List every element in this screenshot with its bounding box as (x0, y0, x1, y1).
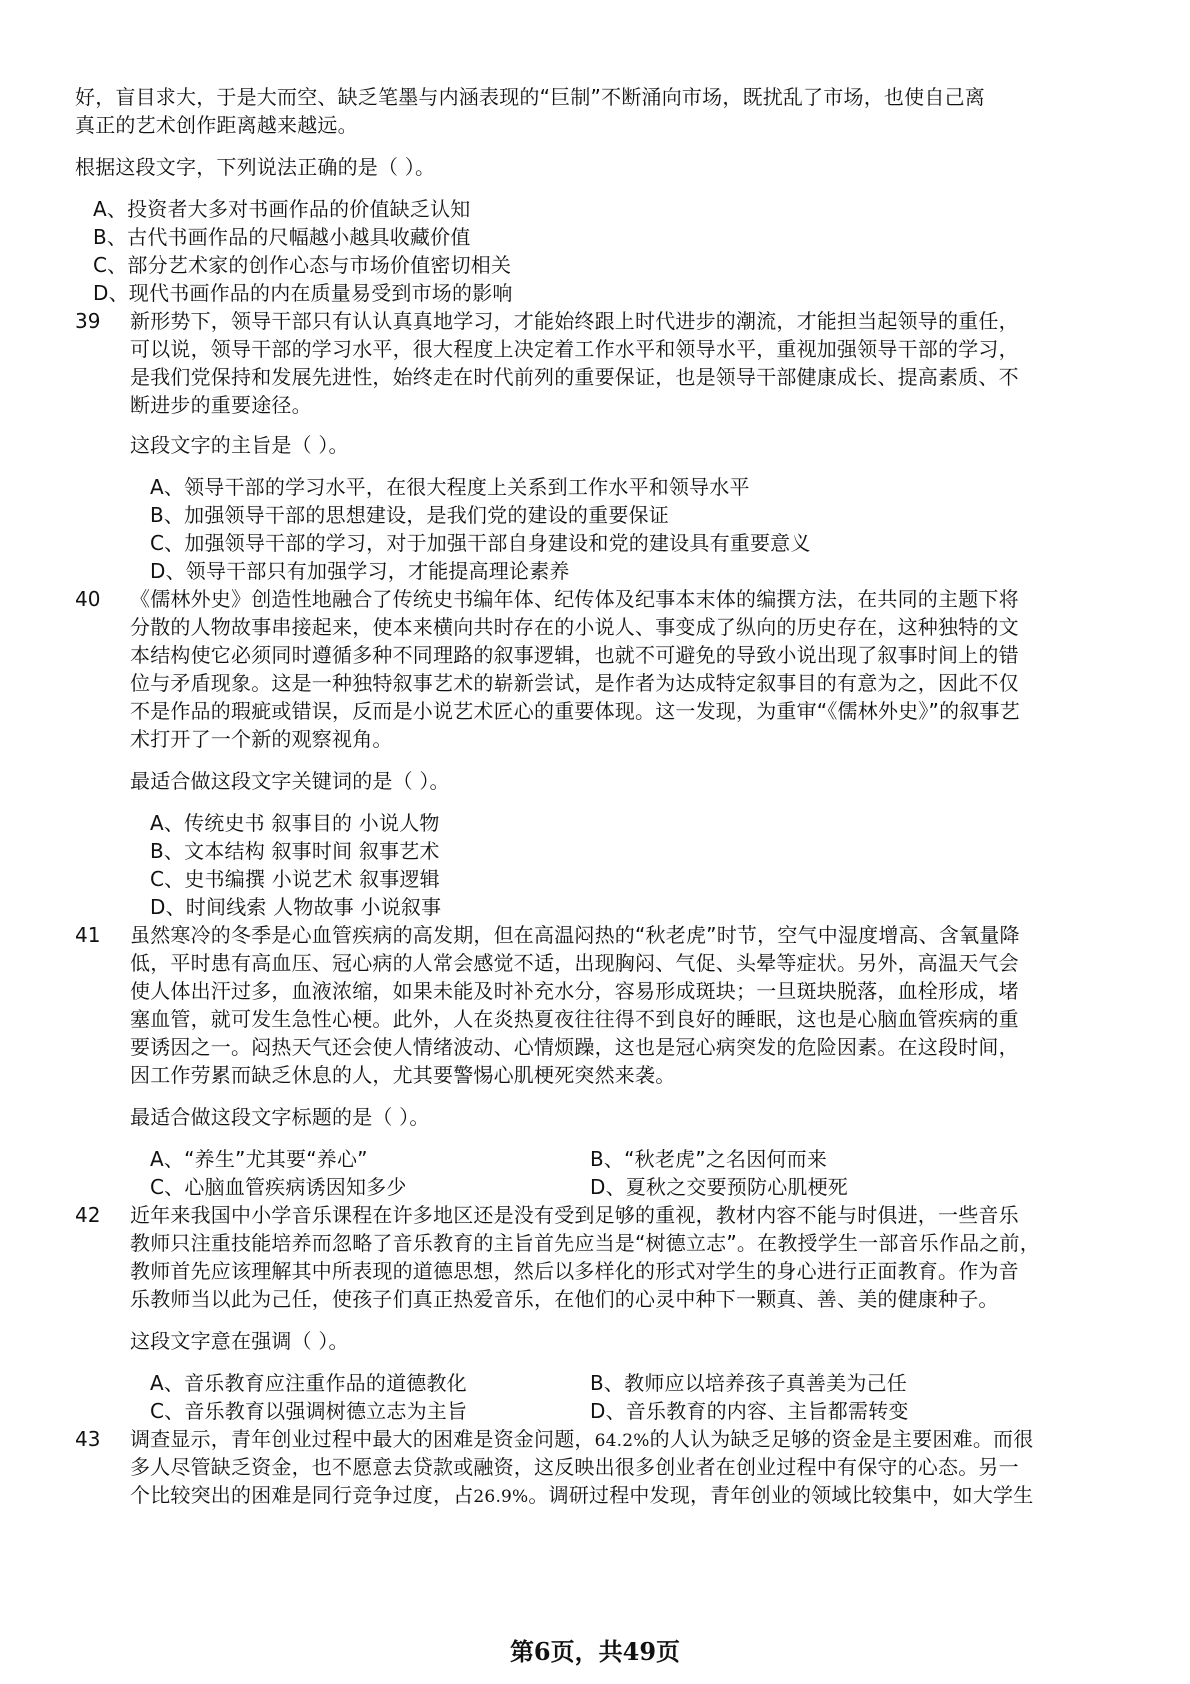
passage-line (130, 1480, 1033, 1512)
passage-line: 塞血管，就可发生急性心梗。此外，人在炎热夏夜往往得不到良好的睡眠，这也是心脑血管疾病的重 (130, 1007, 1019, 1031)
passage-line: 好，盲目求大，于是大而空、缺乏笔墨与内涵表现的“巨制”不断涌向市场，既扰乱了市场，也使自己离 (75, 85, 985, 109)
passage-line: 近年来我国中小学音乐课程在许多地区还是没有受到足够的重视，教材内容不能与时俱进，一些音乐 (130, 1203, 1019, 1227)
question-prompt: 这段文字意在强调（ ）。 (130, 1329, 349, 1353)
passage-text: 调查显示，青年创业过程中最大的困难是资金问题， (130, 1427, 595, 1451)
passage-line: 《儒林外史》创造性地融合了传统史书编年体、纪传体及纪事本末体的编撰方法，在共同的主题下将 (130, 587, 1019, 611)
passage-line: 低，平时患有高血压、冠心病的人常会感觉不适，出现胸闷、气促、头晕等症状。另外，高温天气会 (130, 951, 1019, 975)
passage-line: 本结构使它必须同时遵循多种不同理路的叙事逻辑，也就不可避免的导致小说出现了叙事时间上的错 (130, 643, 1019, 667)
question-prompt: 这段文字的主旨是（ ）。 (130, 433, 349, 457)
passage-line: 要诱因之一。闷热天气还会使人情绪波动、心情烦躁，这也是冠心病突发的危险因素。在这段时间， (130, 1035, 1019, 1059)
passage-line: 教师只注重技能培养而忽略了音乐教育的主旨首先应当是“树德立志”。在教授学生一部音乐作品之前， (130, 1231, 1040, 1255)
question-number: 43 (75, 1427, 101, 1451)
option-a: A、传统史书 叙事目的 小说人物 (150, 811, 440, 835)
option-d: D、现代书画作品的内在质量易受到市场的影响 (93, 281, 513, 305)
option-c: C、史书编撰 小说艺术 叙事逻辑 (150, 867, 440, 891)
passage-text: 个比较突出的困难是同行竞争过度，占 (130, 1483, 474, 1507)
option-d: D、领导干部只有加强学习，才能提高理论素养 (150, 559, 570, 583)
passage-line: 新形势下，领导干部只有认认真真地学习，才能始终跟上时代进步的潮流，才能担当起领导的重任， (130, 309, 1019, 333)
option-c: C、加强领导干部的学习，对于加强干部自身建设和党的建设具有重要意义 (150, 531, 811, 555)
passage-line: 多人尽管缺乏资金，也不愿意去贷款或融资，这反映出很多创业者在创业过程中有保守的心态。另一 (130, 1455, 1019, 1479)
option-a: A、领导干部的学习水平，在很大程度上关系到工作水平和领导水平 (150, 475, 750, 499)
option-a: A、音乐教育应注重作品的道德教化 (150, 1371, 467, 1395)
passage-line: 位与矛盾现象。这是一种独特叙事艺术的崭新尝试，是作者为达成特定叙事目的有意为之，因此不仅 (130, 671, 1019, 695)
option-b: B、“秋老虎”之名因何而来 (590, 1147, 828, 1171)
passage-line: 是我们党保持和发展先进性，始终走在时代前列的重要保证，也是领导干部健康成长、提高素质、不 (130, 365, 1019, 389)
option-b: B、古代书画作品的尺幅越小越具收藏价值 (93, 225, 471, 249)
option-b: B、加强领导干部的思想建设，是我们党的建设的重要保证 (150, 503, 669, 527)
option-b: B、教师应以培养孩子真善美为己任 (590, 1371, 907, 1395)
question-number: 41 (75, 923, 101, 947)
question-prompt: 根据这段文字，下列说法正确的是（ ）。 (75, 155, 436, 179)
option-d: D、夏秋之交要预防心肌梗死 (590, 1175, 849, 1199)
passage-line: 可以说，领导干部的学习水平，很大程度上决定着工作水平和领导水平，重视加强领导干部的学习， (130, 337, 1019, 361)
option-d: D、时间线索 人物故事 小说叙事 (150, 895, 442, 919)
question-prompt: 最适合做这段文字标题的是（ ）。 (130, 1105, 430, 1129)
passage-line: 虽然寒冷的冬季是心血管疾病的高发期，但在高温闷热的“秋老虎”时节，空气中湿度增高、含氧量降 (130, 923, 1020, 947)
passage-line: 使人体出汗过多，血液浓缩，如果未能及时补充水分，容易形成斑块；一旦斑块脱落，血栓形成，堵 (130, 979, 1019, 1003)
passage-line: 分散的人物故事串接起来，使本来横向共时存在的小说人、事变成了纵向的历史存在，这种独特的文 (130, 615, 1019, 639)
passage-line: 教师首先应该理解其中所表现的道德思想，然后以多样化的形式对学生的身心进行正面教育。作为音 (130, 1259, 1019, 1283)
option-c: C、部分艺术家的创作心态与市场价值密切相关 (93, 253, 512, 277)
option-b: B、文本结构 叙事时间 叙事艺术 (150, 839, 440, 863)
option-c: C、心脑血管疾病诱因知多少 (150, 1175, 407, 1199)
passage-line: 术打开了一个新的观察视角。 (130, 727, 393, 751)
page-footer: 第6页，共49页 (509, 1637, 681, 1666)
passage-line: 不是作品的瑕疵或错误，反而是小说艺术匠心的重要体现。这一发现，为重审“《儒林外史》”的叙事艺 (130, 699, 1020, 723)
percentage-value: 64.2% (594, 1431, 650, 1451)
question-number: 39 (75, 309, 101, 333)
percentage-value: 26.9% (473, 1487, 529, 1507)
passage-line: 真正的艺术创作距离越来越远。 (75, 113, 358, 137)
question-number: 42 (75, 1203, 101, 1227)
passage-line: 乐教师当以此为己任，使孩子们真正热爱音乐，在他们的心灵中种下一颗真、善、美的健康种子。 (130, 1287, 999, 1311)
option-d: D、音乐教育的内容、主旨都需转变 (590, 1399, 909, 1423)
option-c: C、音乐教育以强调树德立志为主旨 (150, 1399, 468, 1423)
passage-text: 的人认为缺乏足够的资金是主要困难。而很 (649, 1427, 1034, 1451)
question-number: 40 (75, 587, 101, 611)
option-a: A、“养生”尤其要“养心” (150, 1147, 368, 1171)
option-a: A、投资者大多对书画作品的价值缺乏认知 (93, 197, 471, 221)
passage-text: 。调研过程中发现，青年创业的领域比较集中，如大学生 (528, 1483, 1034, 1507)
passage-line: 断进步的重要途径。 (130, 393, 312, 417)
passage-line: 因工作劳累而缺乏休息的人，尤其要警惕心肌梗死突然来袭。 (130, 1063, 676, 1087)
question-prompt: 最适合做这段文字关键词的是（ ）。 (130, 769, 450, 793)
